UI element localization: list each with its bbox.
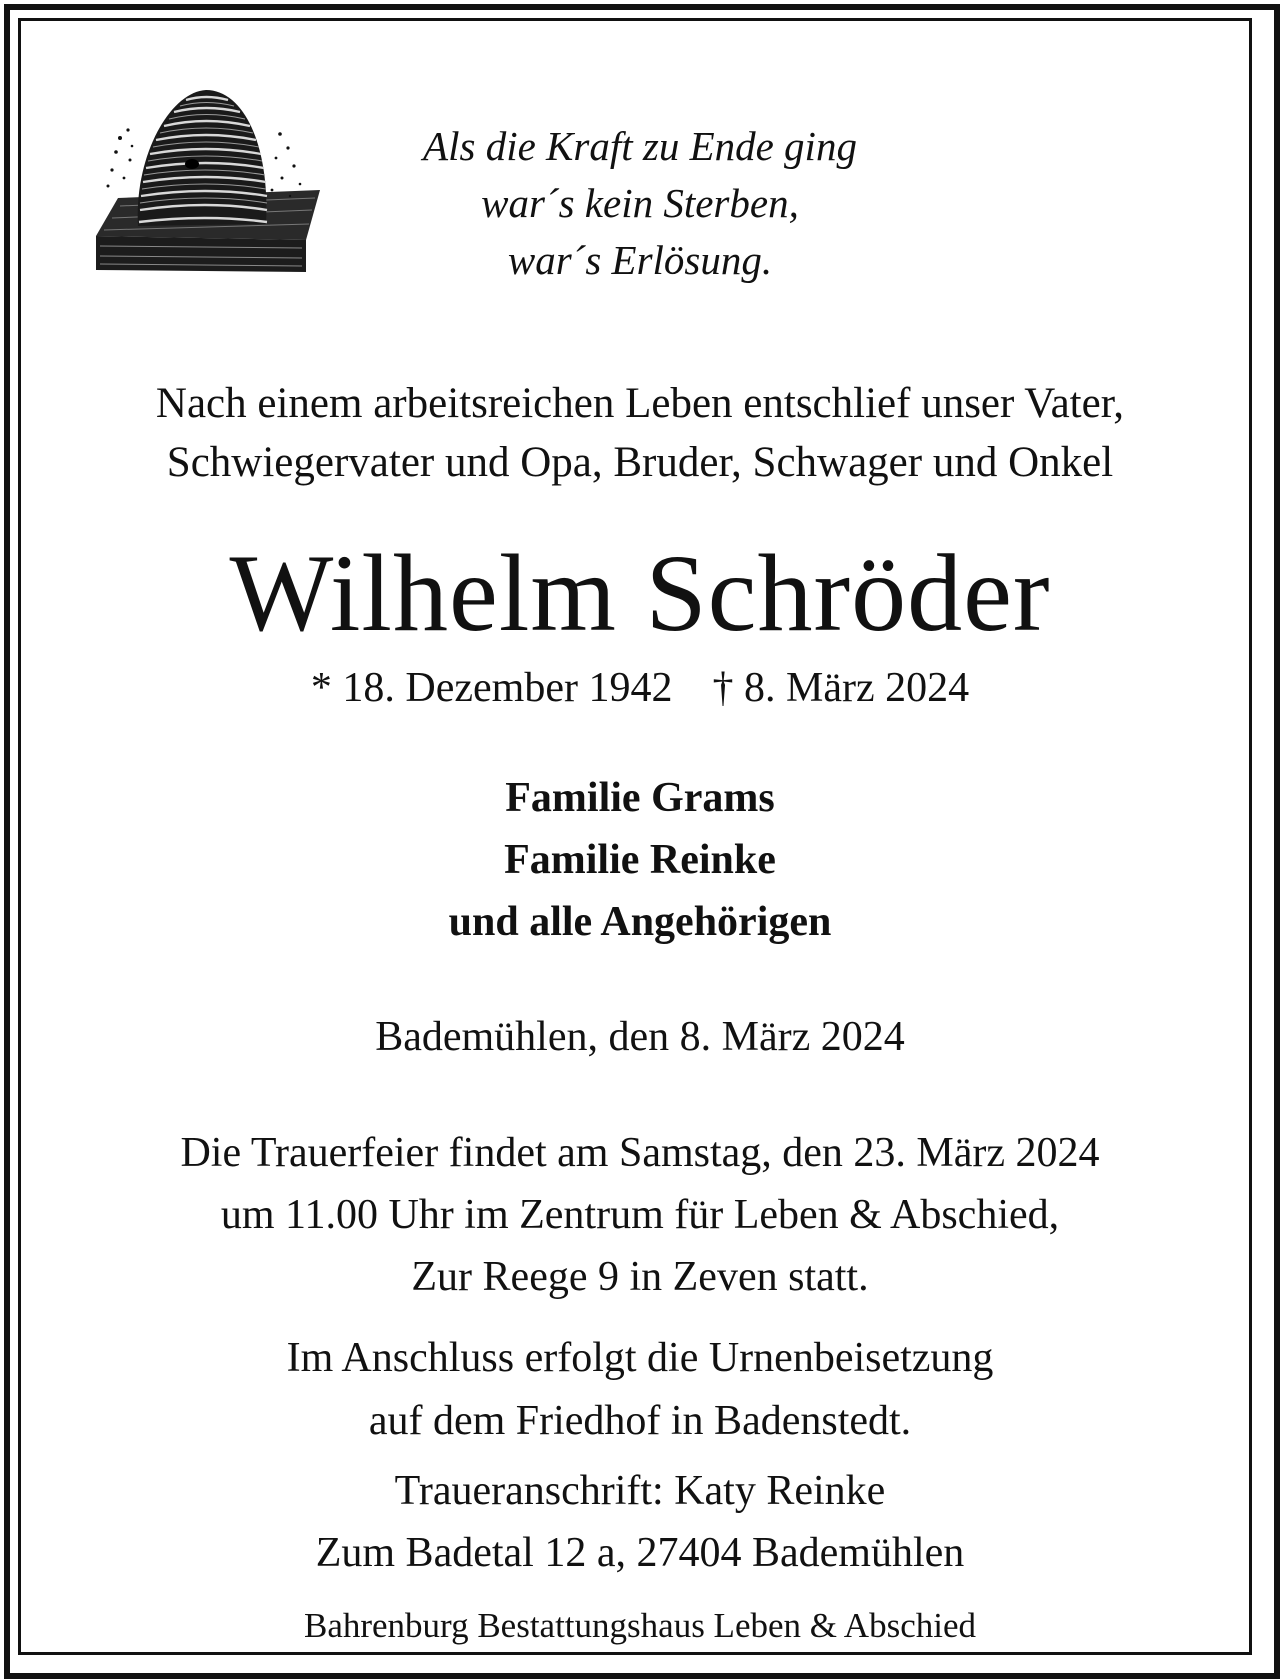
death-date: † 8. März 2024 — [712, 665, 970, 711]
motto-verse — [330, 118, 950, 289]
mourner-line: Familie Grams — [505, 775, 775, 821]
undertaker-name: Bahrenburg Bestattungshaus Leben & Abschied — [303, 1606, 976, 1645]
burial-line: auf dem Friedhof in Badenstedt. — [368, 1398, 912, 1444]
motto-line: Als die Kraft zu Ende ging — [423, 123, 857, 169]
ceremony-line: Zur Reege 9 in Zeven statt. — [411, 1254, 869, 1300]
ceremony-info — [0, 1122, 1280, 1308]
address-line: Zum Badetal 12 a, 27404 Bademühlen — [315, 1530, 965, 1576]
birth-date: * 18. Dezember 1942 — [310, 665, 673, 711]
mourning-address — [0, 1460, 1280, 1584]
place-and-date: Bademühlen, den 8. März 2024 — [375, 1014, 905, 1060]
ceremony-line: um 11.00 Uhr im Zentrum für Leben & Abschied, — [220, 1192, 1060, 1238]
address-line: Traueranschrift: Katy Reinke — [394, 1468, 886, 1514]
mourner-line: und alle Angehörigen — [448, 899, 832, 945]
ceremony-line: Die Trauerfeier findet am Samstag, den 23. März 2024 — [180, 1130, 1100, 1176]
burial-info — [0, 1327, 1280, 1453]
deceased-name: Wilhelm Schröder — [229, 532, 1051, 654]
life-dates — [0, 660, 1280, 716]
intro-line: Nach einem arbeitsreichen Leben entschlief unser Vater, — [155, 380, 1125, 427]
motto-line: war´s kein Sterben, — [481, 180, 799, 226]
intro-text — [0, 374, 1280, 492]
intro-line: Schwiegervater und Opa, Bruder, Schwager und Onkel — [166, 439, 1114, 486]
motto-line: war´s Erlösung. — [507, 237, 773, 283]
burial-line: Im Anschluss erfolgt die Urnenbeisetzung — [286, 1335, 994, 1381]
mourner-line: Familie Reinke — [504, 837, 776, 883]
mourners-list — [0, 767, 1280, 953]
beehive-icon — [90, 86, 330, 292]
